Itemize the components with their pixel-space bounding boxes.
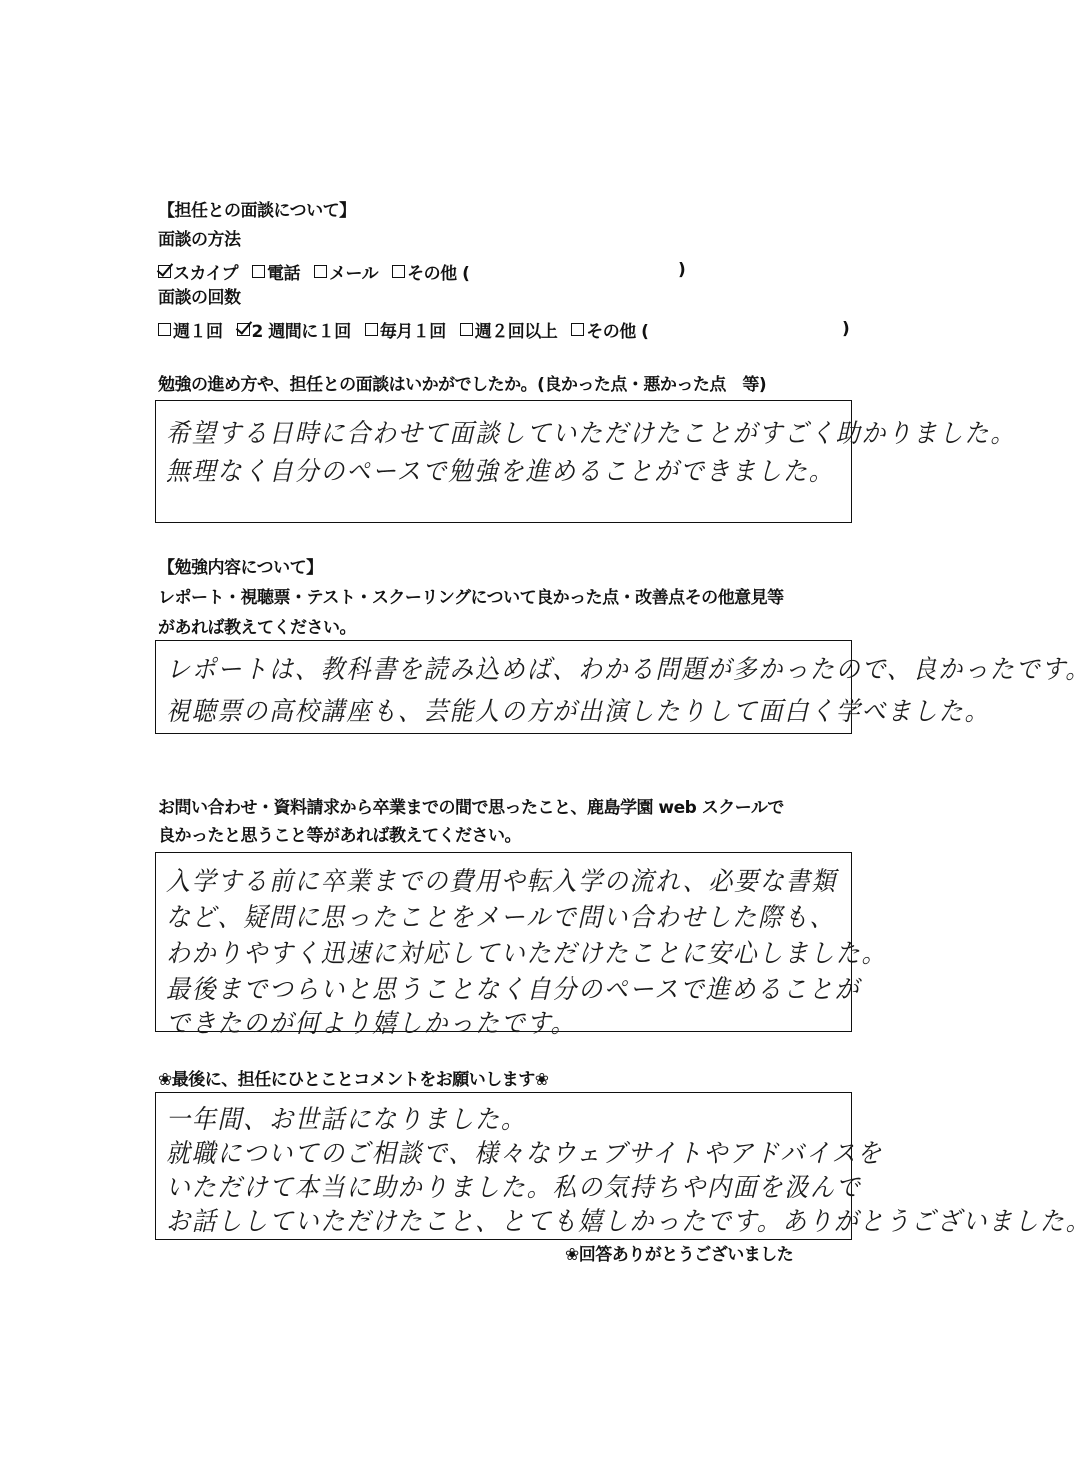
frequency-option-weekly[interactable] xyxy=(158,317,223,342)
study-question-line: があれば教えてください。 xyxy=(158,618,356,638)
checkbox-icon[interactable] xyxy=(365,323,378,336)
study-heading: 【勉強内容について】 xyxy=(158,558,323,578)
q3-answer-line: 入学する前に卒業までの費用や転入学の流れ、必要な書類 xyxy=(166,867,838,897)
checkbox-icon[interactable] xyxy=(252,265,265,278)
comment-answer-line: お話ししていただけたこと、とても嬉しかったです。ありがとうございました。 xyxy=(166,1207,1091,1237)
frequency-option-twice-weekly[interactable] xyxy=(460,317,558,342)
checkbox-icon[interactable] xyxy=(314,265,327,278)
frequency-option-label: 毎月１回 xyxy=(379,322,446,342)
method-option-skype[interactable] xyxy=(158,259,238,284)
frequency-option-other[interactable] xyxy=(571,317,648,342)
frequency-other-close: ) xyxy=(842,319,850,339)
method-option-mail[interactable] xyxy=(314,259,378,284)
study-question-line: レポート・視聴票・テスト・スクーリングについて良かった点・改善点その他意見等 xyxy=(158,588,784,608)
checkbox-checked-icon[interactable] xyxy=(237,323,250,336)
interview-heading: 【担任との面談について】 xyxy=(158,201,356,221)
frequency-option-biweekly[interactable] xyxy=(237,317,351,342)
q1-answer-line: 無理なく自分のペースで勉強を進めることができました。 xyxy=(166,457,835,487)
method-option-label: スカイプ xyxy=(173,264,238,284)
q3-question-line: 良かったと思うこと等があれば教えてください。 xyxy=(158,826,521,846)
method-option-phone[interactable] xyxy=(252,259,300,284)
checkbox-checked-icon[interactable] xyxy=(158,265,171,278)
comment-heading: ❀最後に、担任にひとことコメントをお願いします❀ xyxy=(158,1070,549,1090)
method-option-label: その他 ( xyxy=(407,264,470,284)
q1-answer-box[interactable] xyxy=(155,400,1017,523)
q3-answer-box[interactable] xyxy=(155,852,888,1039)
frequency-option-label: 週２回以上 xyxy=(474,322,558,342)
method-option-other[interactable] xyxy=(392,259,469,284)
q3-answer-line: できたのが何より嬉しかったです。 xyxy=(166,1009,577,1039)
frequency-option-label: 2 週間に１回 xyxy=(251,322,351,342)
q1-answer-line: 希望する日時に合わせて面談していただけたことがすごく助かりました。 xyxy=(166,419,1017,449)
q3-answer-line: など、疑問に思ったことをメールで問い合わせした際も、 xyxy=(166,903,836,933)
comment-answer-line: 一年間、お世話になりました。 xyxy=(166,1105,527,1135)
method-options xyxy=(158,259,483,284)
method-option-label: メール xyxy=(328,264,379,284)
comment-answer-box[interactable] xyxy=(155,1092,1091,1240)
method-option-label: 電話 xyxy=(266,264,300,284)
q3-question-line: お問い合わせ・資料請求から卒業までの間で思ったこと、鹿島学園 web スクールで xyxy=(158,798,784,818)
checkbox-icon[interactable] xyxy=(571,323,584,336)
q1-question: 勉強の進め方や、担任との面談はいかがでしたか。(良かった点・悪かった点 等) xyxy=(158,375,767,395)
frequency-label: 面談の回数 xyxy=(158,288,241,308)
checkbox-icon[interactable] xyxy=(392,265,405,278)
q3-answer-line: わかりやすく迅速に対応していただけたことに安心しました。 xyxy=(166,939,888,969)
frequency-option-label: その他 ( xyxy=(586,322,649,342)
frequency-options xyxy=(158,317,662,342)
checkbox-icon[interactable] xyxy=(460,323,473,336)
q3-answer-line: 最後までつらいと思うことなく自分のペースで進めることが xyxy=(166,975,861,1005)
checkbox-icon[interactable] xyxy=(158,323,171,336)
comment-answer-line: いただけて本当に助かりました。私の気持ちや内面を汲んで xyxy=(166,1173,862,1203)
frequency-option-label: 週１回 xyxy=(173,322,223,342)
comment-answer-line: 就職についてのご相談で、様々なウェブサイトやアドバイスを xyxy=(166,1139,883,1169)
study-answer-line: レポートは、教科書を読み込めば、わかる問題が多かったので、良かったです。 xyxy=(166,655,1091,685)
thanks-footer: ❀回答ありがとうございました xyxy=(565,1245,794,1265)
study-answer-box[interactable] xyxy=(155,640,1091,734)
method-label: 面談の方法 xyxy=(158,230,241,250)
method-other-close: ) xyxy=(678,260,686,280)
frequency-option-monthly[interactable] xyxy=(365,317,446,342)
study-answer-line: 視聴票の高校講座も、芸能人の方が出演したりして面白く学べました。 xyxy=(166,697,991,727)
